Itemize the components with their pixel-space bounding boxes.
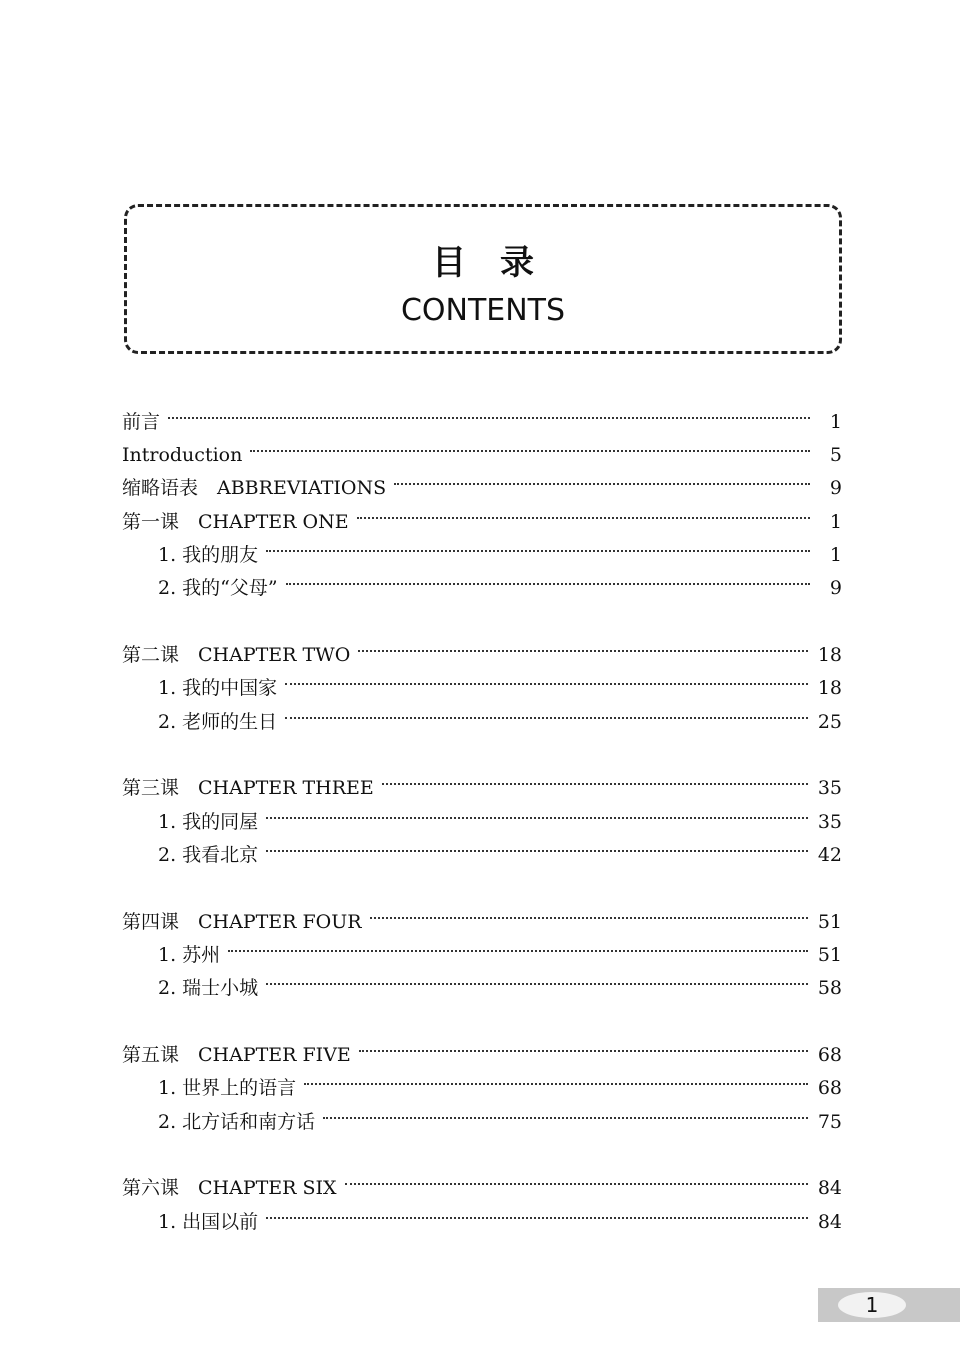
toc-entry-label: 1. 我的中国家 [158, 677, 278, 699]
toc-entry-page: 25 [817, 711, 842, 733]
toc-entry[interactable] [158, 831, 842, 866]
toc-entry[interactable] [158, 1198, 842, 1233]
toc-entry[interactable] [122, 631, 842, 666]
toc-entry-label: 2. 我看北京 [158, 844, 259, 866]
toc-leader-dots [304, 1064, 808, 1094]
toc-entry-label: 2. 北方话和南方话 [158, 1111, 316, 1133]
toc-leader-dots [266, 831, 808, 861]
toc-entry-page: 51 [817, 911, 842, 933]
toc-entry-label: 1. 世界上的语言 [158, 1077, 297, 1099]
toc-leader-dots [286, 564, 810, 594]
toc-entry-page: 35 [817, 777, 842, 799]
toc-entry-label: 第四课 CHAPTER FOUR [122, 911, 362, 933]
toc-entry[interactable] [122, 398, 842, 433]
toc-entry-page: 35 [817, 811, 842, 833]
title-english: CONTENTS [400, 293, 566, 328]
toc-entry-page: 42 [817, 844, 842, 866]
toc-leader-dots [357, 498, 810, 528]
toc-leader-dots [323, 1098, 808, 1128]
toc-entry[interactable] [122, 431, 842, 466]
toc-leader-dots [285, 698, 808, 728]
toc-entry-label: 前言 [122, 411, 161, 433]
toc-leader-dots [250, 431, 810, 461]
toc-entry[interactable] [158, 1064, 842, 1099]
toc-entry-page: 1 [829, 544, 842, 566]
toc-entry-label: 缩略语表 ABBREVIATIONS [122, 477, 387, 499]
toc-entry-page: 5 [829, 444, 842, 466]
toc-entry-label: 第五课 CHAPTER FIVE [122, 1044, 351, 1066]
toc-entry-page: 75 [817, 1111, 842, 1133]
toc-entry-page: 51 [817, 944, 842, 966]
toc-entry-label: 1. 出国以前 [158, 1211, 259, 1233]
toc-entry-label: 2. 我的“父母” [158, 577, 278, 599]
toc-entry[interactable] [158, 1098, 842, 1133]
toc-entry-label: 第二课 CHAPTER TWO [122, 644, 351, 666]
toc-entry-label: Introduction [122, 444, 243, 466]
title-chinese: 目录 [432, 243, 568, 283]
toc-leader-dots [345, 1164, 808, 1194]
page-number-tab [818, 1288, 960, 1322]
toc-entry-label: 1. 苏州 [158, 944, 221, 966]
toc-entry-page: 18 [817, 644, 842, 666]
toc-entry[interactable] [158, 931, 842, 966]
toc-entry-page: 9 [829, 477, 842, 499]
toc-entry-page: 1 [829, 411, 842, 433]
toc-entry[interactable] [158, 964, 842, 999]
toc-leader-dots [168, 398, 810, 428]
toc-entry-page: 84 [817, 1177, 842, 1199]
toc-leader-dots [285, 664, 808, 694]
toc-entry[interactable] [122, 498, 842, 533]
toc-leader-dots [359, 1031, 808, 1061]
toc-leader-dots [382, 764, 808, 794]
toc-entry-label: 2. 老师的生日 [158, 711, 278, 733]
toc-entry-label: 2. 瑞士小城 [158, 977, 259, 999]
toc-entry[interactable] [122, 898, 842, 933]
page-number: 1 [838, 1292, 906, 1318]
toc-entry[interactable] [122, 764, 842, 799]
toc-leader-dots [228, 931, 808, 961]
toc-entry[interactable] [122, 1031, 842, 1066]
toc-leader-dots [266, 531, 810, 561]
toc-entry[interactable] [158, 798, 842, 833]
toc-entry[interactable] [122, 1164, 842, 1199]
toc-entry-label: 1. 我的朋友 [158, 544, 259, 566]
toc-leader-dots [266, 798, 808, 828]
toc-entry[interactable] [122, 464, 842, 499]
toc-entry-label: 第六课 CHAPTER SIX [122, 1177, 337, 1199]
toc-leader-dots [394, 464, 810, 494]
toc-entry-label: 第三课 CHAPTER THREE [122, 777, 374, 799]
toc-entry-page: 68 [817, 1044, 842, 1066]
toc-entry-label: 1. 我的同屋 [158, 811, 259, 833]
toc-entry-page: 68 [817, 1077, 842, 1099]
toc-entry-page: 18 [817, 677, 842, 699]
toc-leader-dots [358, 631, 808, 661]
contents-title-box [124, 204, 842, 354]
toc-entry[interactable] [158, 531, 842, 566]
toc-entry[interactable] [158, 698, 842, 733]
toc-entry-page: 1 [829, 511, 842, 533]
toc-entry-page: 9 [829, 577, 842, 599]
toc-entry[interactable] [158, 664, 842, 699]
toc-entry-page: 58 [817, 977, 842, 999]
toc-entry[interactable] [158, 564, 842, 599]
toc-entry-page: 84 [817, 1211, 842, 1233]
toc-leader-dots [266, 964, 808, 994]
toc-leader-dots [370, 898, 808, 928]
toc-entry-label: 第一课 CHAPTER ONE [122, 511, 349, 533]
toc-leader-dots [266, 1198, 808, 1228]
